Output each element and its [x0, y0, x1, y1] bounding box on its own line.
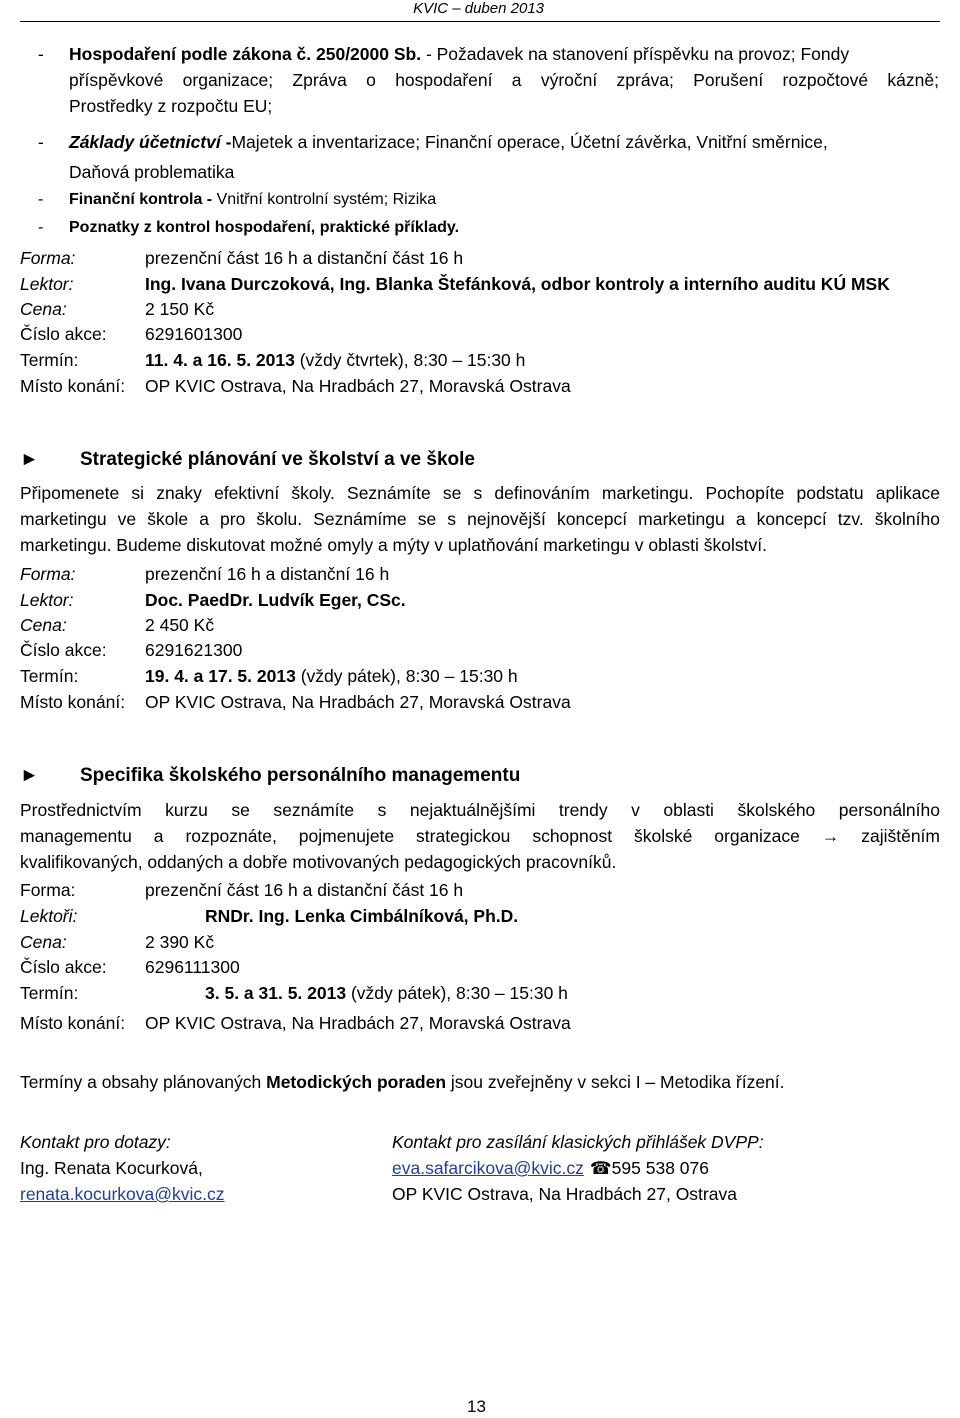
list-bullet: -: [38, 44, 44, 64]
list-item-text: Vnitřní kontrolní systém; Rizika: [216, 191, 437, 208]
course-desc-line: Prostřednictvím kurzu se seznámíte s nejaktuálnějšími trendy v oblasti školského personálního: [20, 800, 940, 820]
contact-right-address: OP KVIC Ostrava, Na Hradbách 27, Ostrava: [392, 1184, 737, 1204]
forma-value: prezenční 16 h a distanční 16 h: [145, 564, 390, 584]
list-bullet: -: [38, 191, 44, 208]
page-number: 13: [467, 1397, 486, 1416]
forma-label: Forma:: [20, 880, 76, 900]
termin-dates: 19. 4. a 17. 5. 2013: [145, 666, 296, 686]
termin-value: [205, 983, 568, 1004]
termin-value: [145, 350, 525, 371]
termin-dates: 3. 5. a 31. 5. 2013: [205, 983, 347, 1003]
misto-value: OP KVIC Ostrava, Na Hradbách 27, Moravská Ostrava: [145, 692, 571, 712]
misto-value: OP KVIC Ostrava, Na Hradbách 27, Moravská Ostrava: [145, 1013, 571, 1033]
contact-left-heading: Kontakt pro dotazy:: [20, 1132, 171, 1152]
list-item-bold: Hospodaření podle zákona č. 250/2000 Sb.: [69, 44, 422, 64]
forma-value: prezenční část 16 h a distanční část 16 h: [145, 880, 464, 900]
termin-time: (vždy pátek), 8:30 – 15:30 h: [346, 983, 568, 1003]
forma-label: Forma:: [20, 564, 76, 584]
course-title: Strategické plánování ve školství a ve škole: [80, 449, 475, 470]
cislo-akce-label: Číslo akce:: [20, 640, 107, 660]
header-rule: [20, 21, 940, 22]
cena-label: Cena:: [20, 615, 67, 635]
termin-dates: 11. 4. a 16. 5. 2013: [145, 350, 295, 370]
list-item-dash: -: [220, 132, 232, 152]
cislo-akce-value: 6291621300: [145, 640, 243, 660]
cislo-akce-value: 6296111300: [145, 957, 240, 977]
forma-label: Forma:: [20, 248, 76, 268]
contact-left-name: Ing. Renata Kocurková,: [20, 1158, 203, 1178]
cena-label: Cena:: [20, 932, 67, 952]
cislo-akce-label: Číslo akce:: [20, 957, 107, 977]
note-text: Termíny a obsahy plánovaných: [20, 1072, 267, 1092]
lektor-label: Lektor:: [20, 590, 74, 610]
misto-label: Místo konání:: [20, 376, 126, 396]
cena-value: 2 150 Kč: [145, 299, 215, 319]
contact-left-email[interactable]: [20, 1181, 225, 1207]
list-item-text: - Požadavek na stanovení příspěvku na provoz; Fondy: [421, 44, 850, 64]
email-link[interactable]: renata.kocurkova@kvic.cz: [20, 1184, 225, 1204]
lektor-value: Doc. PaedDr. Ludvík Eger, CSc.: [145, 590, 406, 610]
email-link[interactable]: eva.safarcikova@kvic.cz: [392, 1158, 584, 1178]
list-bullet: -: [38, 132, 44, 152]
note-bold: Metodických poraden: [266, 1072, 447, 1092]
termin-label: Termín:: [20, 350, 79, 370]
misto-value: OP KVIC Ostrava, Na Hradbách 27, Moravská Ostrava: [145, 376, 571, 396]
lektor-value: Ing. Ivana Durczoková, Ing. Blanka Štefánková, odbor kontroly a interního auditu KÚ MSK: [145, 274, 890, 294]
misto-label: Místo konání:: [20, 692, 126, 712]
course-heading-strategicke: [20, 449, 475, 471]
arrow-right-icon: ►: [20, 449, 39, 470]
lektor-label: Lektoři:: [20, 906, 78, 926]
course-desc-line: Připomenete si znaky efektivní školy. Seznámíte se s definováním marketingu. Pochopíte podstatu aplikace: [20, 483, 940, 503]
course-desc-line: marketingu ve škole a pro školu. Seznámíme se s nejnovější koncepcí marketingu a koncepcí tzv. školního: [20, 509, 940, 529]
termin-value: [145, 666, 518, 687]
list-item-line: Prostředky z rozpočtu EU;: [69, 96, 273, 116]
termin-time: (vždy pátek), 8:30 – 15:30 h: [295, 666, 518, 686]
lektor-label: Lektor:: [20, 274, 74, 294]
course-desc-line: managementu a rozpoznáte, pojmenujete strategickou schopnost školské organizace → zajištěním: [20, 826, 940, 846]
lektor-value: RNDr. Ing. Lenka Cimbálníková, Ph.D.: [205, 906, 519, 926]
list-item-line: Daňová problematika: [69, 162, 235, 182]
contact-right-heading: Kontakt pro zasílání klasických přihlášek DVPP:: [392, 1132, 764, 1152]
termin-label: Termín:: [20, 983, 79, 1003]
course-heading-personalni: [20, 765, 520, 787]
termin-time: (vždy čtvrtek), 8:30 – 15:30 h: [294, 350, 526, 370]
cislo-akce-label: Číslo akce:: [20, 324, 107, 344]
cena-label: Cena:: [20, 299, 67, 319]
phone-number: 595 538 076: [611, 1158, 709, 1178]
course-desc-line: marketingu. Budeme diskutovat možné omyly a mýty v uplatňování marketingu v oblasti školství.: [20, 535, 767, 555]
list-bullet: -: [38, 219, 44, 236]
termin-label: Termín:: [20, 666, 79, 686]
list-item-line: příspěvkové organizace; Zpráva o hospodaření a výroční zpráva; Porušení rozpočtové kázně;: [69, 70, 939, 90]
contact-right-line: [392, 1155, 709, 1181]
list-item-kontrola: [69, 191, 436, 209]
course-title: Specifika školského personálního managementu: [80, 765, 521, 786]
cislo-akce-value: 6291601300: [145, 324, 243, 344]
list-item-bold: Základy účetnictví: [69, 132, 221, 152]
forma-value: prezenční část 16 h a distanční část 16 h: [145, 248, 464, 268]
cena-value: 2 390 Kč: [145, 932, 215, 952]
page-header: KVIC – duben 2013: [413, 0, 544, 17]
misto-label: Místo konání:: [20, 1013, 126, 1033]
list-item-ucetnictvi: [69, 129, 828, 155]
phone-icon: ☎: [589, 1158, 612, 1178]
list-item-bold: Finanční kontrola -: [69, 191, 217, 208]
list-item-hospodareni: [69, 41, 849, 67]
arrow-right-icon: ►: [20, 765, 39, 786]
cena-value: 2 450 Kč: [145, 615, 215, 635]
list-item-poznatky: Poznatky z kontrol hospodaření, praktické příklady.: [69, 219, 460, 236]
course-desc-line: kvalifikovaných, oddaných a dobře motivovaných pedagogických pracovníků.: [20, 852, 617, 872]
metodika-note: [20, 1069, 785, 1095]
list-item-text: Majetek a inventarizace; Finanční operace, Účetní závěrka, Vnitřní směrnice,: [231, 132, 828, 152]
note-text: jsou zveřejněny v sekci I – Metodika řízení.: [446, 1072, 785, 1092]
